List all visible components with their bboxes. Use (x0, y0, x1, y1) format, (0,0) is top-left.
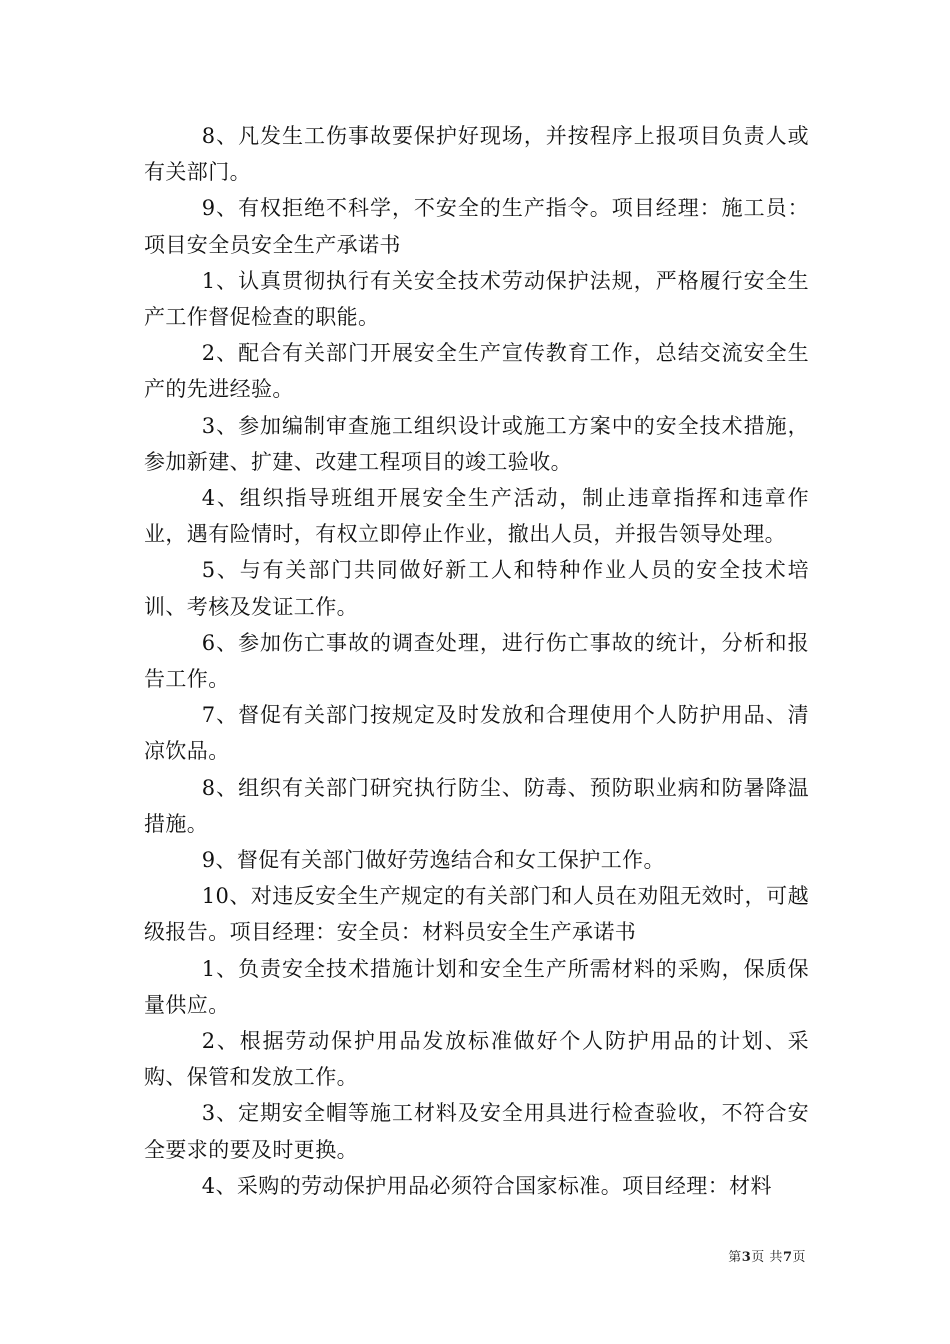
paragraph: 2、配合有关部门开展安全生产宣传教育工作，总结交流安全生产的先进经验。 (144, 341, 809, 402)
page-number-footer (728, 1246, 806, 1265)
footer-prefix: 第 (728, 1250, 742, 1265)
current-page-number: 3 (741, 1250, 752, 1265)
paragraph: 4、采购的劳动保护用品必须符合国家标准。项目经理：材料 (201, 1173, 772, 1198)
paragraph: 9、督促有关部门做好劳逸结合和女工保护工作。 (201, 848, 665, 873)
paragraph: 2、根据劳动保护用品发放标准做好个人防护用品的计划、采购、保管和发放工作。 (144, 1029, 809, 1090)
paragraph: 5、与有关部门共同做好新工人和特种作业人员的安全技术培训、考核及发证工作。 (144, 558, 809, 619)
footer-suffix: 页 (792, 1250, 806, 1265)
paragraph: 9、有权拒绝不科学，不安全的生产指令。项目经理：施工员：项目安全员安全生产承诺书 (144, 196, 809, 257)
paragraph: 8、组织有关部门研究执行防尘、防毒、预防职业病和防暑降温措施。 (144, 775, 809, 836)
paragraph: 4、组织指导班组开展安全生产活动，制止违章指挥和违章作业，遇有险情时，有权立即停止作业，撤出人员，并报告领导处理。 (144, 486, 809, 547)
paragraph: 1、认真贯彻执行有关安全技术劳动保护法规，严格履行安全生产工作督促检查的职能。 (144, 268, 809, 330)
paragraph: 1、负责安全技术措施计划和安全生产所需材料的采购，保质保量供应。 (144, 956, 809, 1017)
paragraph: 3、定期安全帽等施工材料及安全用具进行检查验收，不符合安全要求的要及时更换。 (144, 1101, 809, 1162)
paragraph: 7、督促有关部门按规定及时发放和合理使用个人防护用品、清凉饮品。 (144, 703, 809, 764)
paragraph: 10、对违反安全生产规定的有关部门和人员在劝阻无效时，可越级报告。项目经理：安全员：材料员安全生产承诺书 (144, 884, 809, 945)
footer-middle: 页 共 (751, 1250, 783, 1265)
total-pages-number: 7 (782, 1250, 793, 1265)
paragraph: 6、参加伤亡事故的调查处理，进行伤亡事故的统计，分析和报告工作。 (144, 630, 809, 692)
paragraph: 8、凡发生工伤事故要保护好现场，并按程序上报项目负责人或有关部门。 (144, 124, 809, 185)
paragraph: 3、参加编制审查施工组织设计或施工方案中的安全技术措施，参加新建、扩建、改建工程项目的竣工验收。 (144, 413, 809, 474)
document-body (144, 118, 809, 1204)
